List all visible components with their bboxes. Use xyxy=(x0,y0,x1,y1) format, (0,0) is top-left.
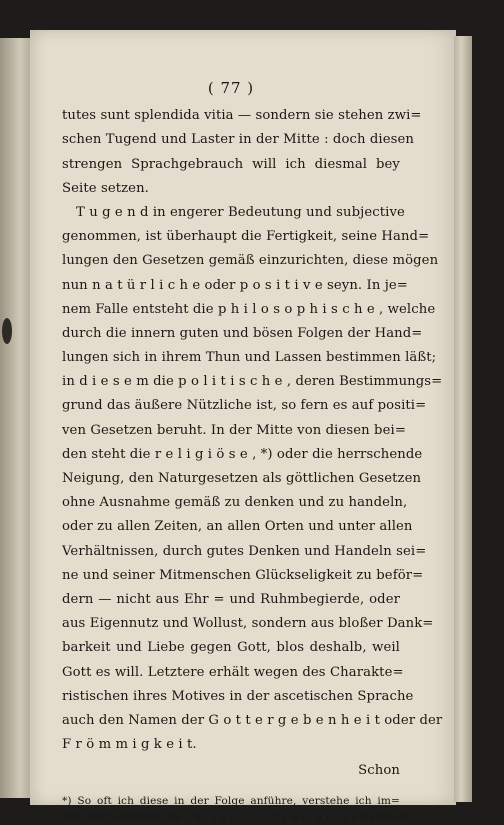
text-line: genommen, ist überhaupt die Fertigkeit, seine Hand= xyxy=(62,229,430,245)
text-line: ristischen ihres Motives in der ascetischen Sprache xyxy=(62,688,414,704)
text-line: strengen Sprachgebrauch will ich diesmal bey xyxy=(62,156,400,172)
text-line: nun n a t ü r l i c h e oder p o s i t i v e seyn. In je= xyxy=(62,277,408,293)
page-block-edge xyxy=(454,36,472,802)
catchword: Schon xyxy=(358,763,400,779)
text-line: auch den Namen der G o t t e r g e b e n h e i t oder der xyxy=(62,712,443,728)
text-line: Verhältnissen, durch gutes Denken und Handeln sei= xyxy=(62,543,427,559)
text-line: Neigung, den Naturgesetzen als göttlichen Gesetzen xyxy=(62,471,422,487)
text-line: ven Gesetzen beruht. In der Mitte von diesen bei= xyxy=(62,422,406,438)
binding-hole xyxy=(2,318,12,344)
page-text-block xyxy=(62,70,443,825)
text-line: lungen sich in ihrem Thun und Lassen bestimmen läßt; xyxy=(62,350,437,366)
text-line: tutes sunt splendida vitia — sondern sie stehen zwi= xyxy=(62,108,422,124)
text-line: Seite setzen. xyxy=(62,180,149,196)
text-line: dern — nicht aus Ehr = und Ruhmbegierde, oder xyxy=(62,591,400,607)
text-line: schen Tugend und Laster in der Mitte : doch diesen xyxy=(62,132,414,148)
text-line: nem Falle entsteht die p h i l o s o p h i s c h e , welche xyxy=(62,301,436,317)
text-line: ohne Ausnahme gemäß zu denken und zu handeln, xyxy=(62,495,408,511)
text-line: oder zu allen Zeiten, an allen Orten und unter allen xyxy=(62,519,413,535)
text-line: barkeit und Liebe gegen Gott, blos deshalb, weil xyxy=(62,640,400,656)
footnote-line: mer vorzugsweise die c h r i s t l i c h = r e l i g i ö s e darunter. xyxy=(62,811,413,824)
text-line: F r ö m m i g k e i t. xyxy=(62,737,197,753)
text-line: durch die innern guten und bösen Folgen der Hand= xyxy=(62,325,423,341)
text-line: grund das äußere Nützliche ist, so fern es auf positi= xyxy=(62,398,427,414)
text-line: in d i e s e m die p o l i t i s c h e , deren Bestimmungs= xyxy=(62,374,443,390)
text-line: aus Eigennutz und Wollust, sondern aus bloßer Dank= xyxy=(62,616,434,632)
text-line: den steht die r e l i g i ö s e , *) oder die herrschende xyxy=(62,446,423,462)
text-line: T u g e n d in engerer Bedeutung und subjective xyxy=(76,204,405,220)
text-line: lungen den Gesetzen gemäß einzurichten, diese mögen xyxy=(62,253,439,269)
text-line: Gott es will. Letztere erhält wegen des Charakte= xyxy=(62,664,404,680)
footnote-spacer xyxy=(62,783,400,793)
text-line: ne und seiner Mitmenschen Glückseligkeit zu beför= xyxy=(62,567,424,583)
page-number: ( 77 ) xyxy=(207,79,255,97)
footnote-line: *) So oft ich diese in der Folge anführe, verstehe ich im= xyxy=(62,795,400,808)
